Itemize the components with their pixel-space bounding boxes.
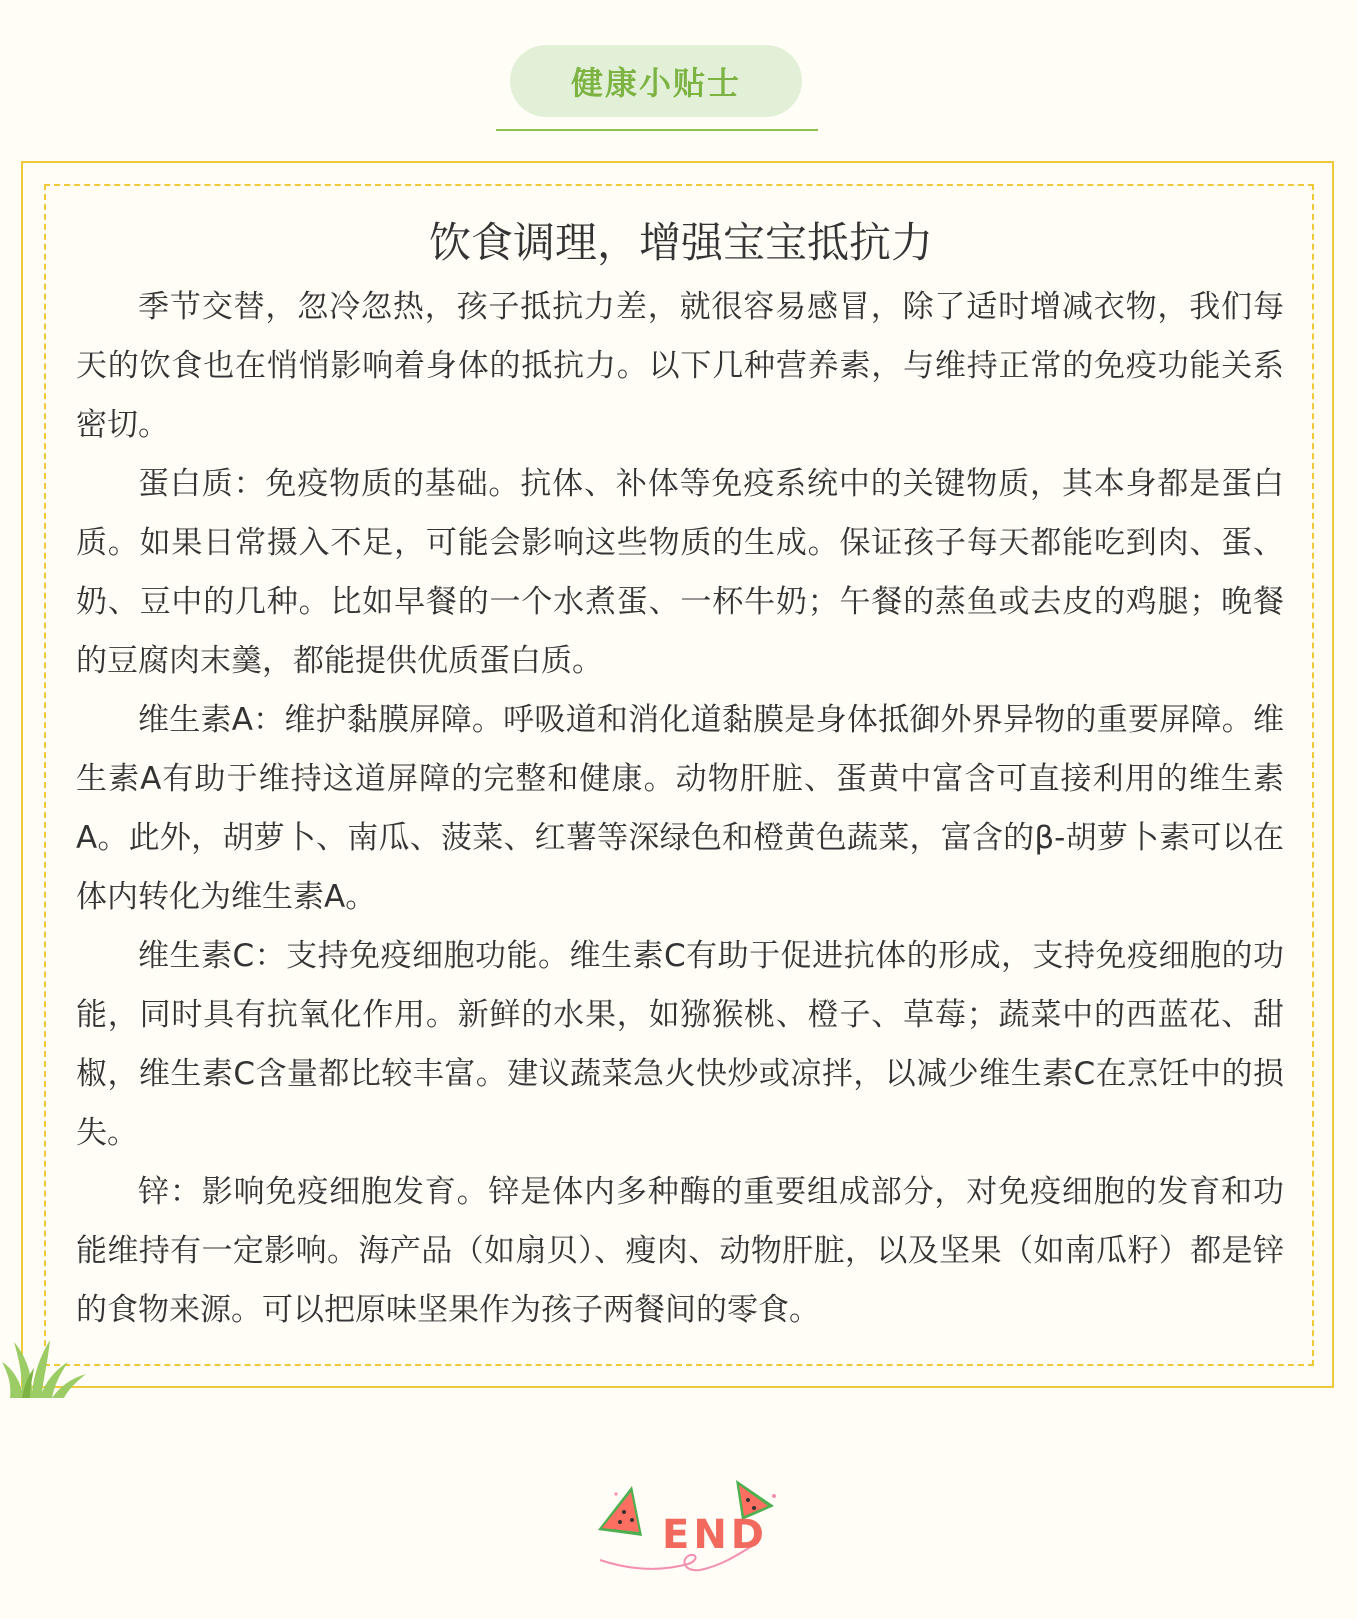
paragraph-intro: 季节交替，忽冷忽热，孩子抵抗力差，就很容易感冒，除了适时增减衣物，我们每天的饮食也在悄悄影响着身体的抵抗力。以下几种营养素，与维持正常的免疫功能关系密切。 (76, 289, 1284, 443)
paragraph-vitamin-c: 维生素C：支持免疫细胞功能。维生素C有助于促进抗体的形成，支持免疫细胞的功能，同时具有抗氧化作用。新鲜的水果，如猕猴桃、橙子、草莓；蔬菜中的西蓝花、甜椒，维生素C含量都比较丰富。建议蔬菜急火快炒或凉拌，以减少维生素C在烹饪中的损失。 (76, 938, 1284, 1151)
section-tag-label: 健康小贴士 (570, 64, 741, 102)
end-label: END (662, 1512, 769, 1558)
article-body (76, 278, 1284, 1340)
paragraph-protein: 蛋白质：免疫物质的基础。抗体、补体等免疫系统中的关键物质，其本身都是蛋白质。如果日常摄入不足，可能会影响这些物质的生成。保证孩子每天都能吃到肉、蛋、奶、豆中的几种。比如早餐的一个水煮蛋、一杯牛奶；午餐的蒸鱼或去皮的鸡腿；晚餐的豆腐肉末羹，都能提供优质蛋白质。 (76, 466, 1284, 679)
section-tag-underline (496, 129, 818, 131)
article-title: 饮食调理，增强宝宝抵抗力 (428, 218, 933, 267)
grass-icon (2, 1332, 92, 1398)
paragraph-vitamin-a: 维生素A：维护黏膜屏障。呼吸道和消化道黏膜是身体抵御外界异物的重要屏障。维生素A有助于维持这道屏障的完整和健康。动物肝脏、蛋黄中富含可直接利用的维生素A。此外，胡萝卜、南瓜、菠菜、红薯等深绿色和橙黄色蔬菜，富含的β-胡萝卜素可以在体内转化为维生素A。 (76, 702, 1284, 915)
page-edge-strip (1357, 0, 1363, 1619)
section-tag (510, 45, 802, 117)
paragraph-zinc: 锌：影响免疫细胞发育。锌是体内多种酶的重要组成部分，对免疫细胞的发育和功能维持有一定影响。海产品（如扇贝）、瘦肉、动物肝脏，以及坚果（如南瓜籽）都是锌的食物来源。可以把原味坚果作为孩子两餐间的零食。 (76, 1174, 1284, 1328)
